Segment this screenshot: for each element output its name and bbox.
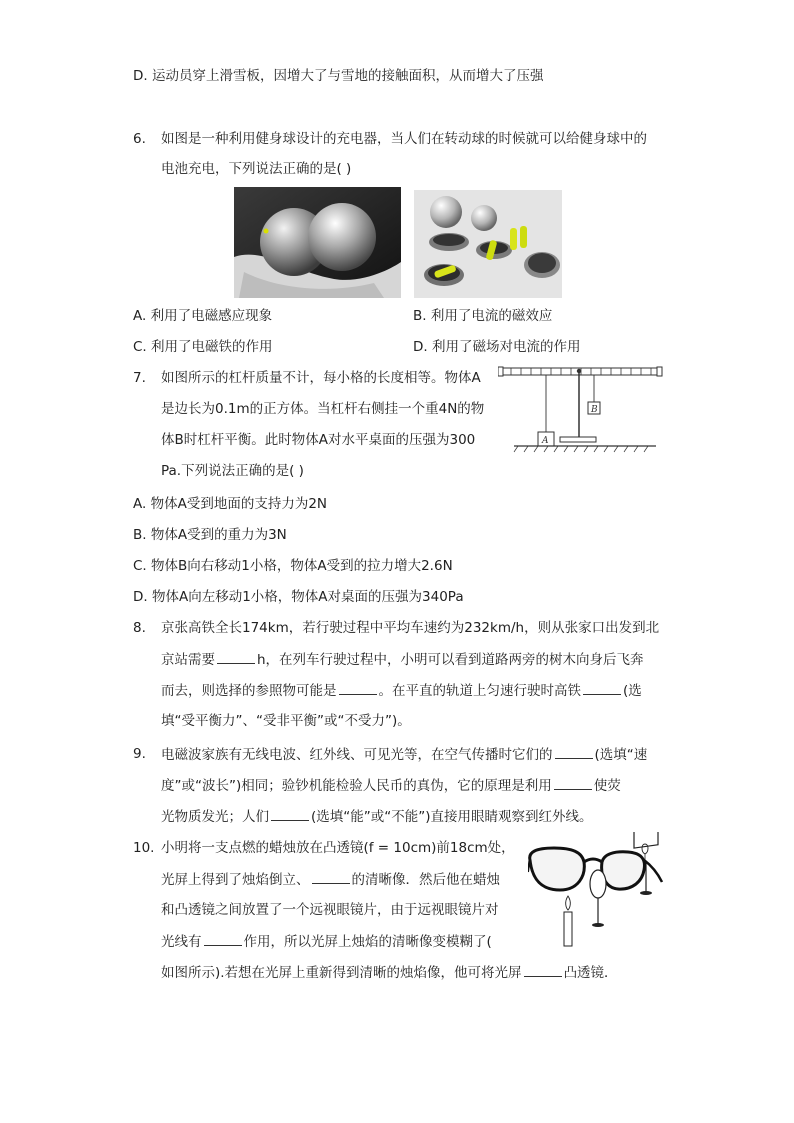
q8-line2-part-a: 京站需要	[161, 652, 215, 668]
q10-line5	[161, 962, 618, 983]
q8-line1: 京张高铁全长174km，若行驶过程中平均车速约为232km/h，则从张家口出发到北	[161, 620, 660, 636]
q8-line2-part-b: h，在列车行驶过程中，小明可以看到道路两旁的树木向身后飞奔	[257, 652, 644, 668]
q9-line2	[161, 775, 621, 796]
lever-label-a: A	[542, 436, 549, 446]
q10-line5-part-a: 如图所示).若想在光屏上重新得到清晰的烛焰像，他可将光屏	[161, 965, 522, 981]
q6-number: 6.	[133, 131, 146, 147]
q7-option-c: C. 物体B向右移动1小格，物体A受到的拉力增大2.6N	[133, 558, 453, 574]
q7-number: 7.	[133, 370, 146, 386]
q9-line1-part-a: 电磁波家族有无线电波、红外线、可见光等，在空气传播时它们的	[161, 747, 553, 763]
q10-line4	[161, 931, 492, 952]
q7-stem-line3: 体B时杠杆平衡。此时物体A对水平桌面的压强为300	[161, 432, 476, 448]
q9-blank-principle[interactable]	[554, 775, 592, 790]
q10-line5-part-b: 凸透镜．	[563, 965, 618, 981]
q9-line3	[161, 806, 593, 827]
q10-line4-part-b: 作用，所以光屏上烛焰的清晰像变模糊了(	[243, 934, 492, 950]
q10-blank-direction[interactable]	[524, 962, 562, 977]
q6-option-d: D. 利用了磁场对电流的作用	[413, 339, 581, 355]
q9-blank-observe[interactable]	[271, 806, 309, 821]
fitness-ball-parts-photo	[414, 190, 562, 298]
q10-line1: 小明将一支点燃的蜡烛放在凸透镜(f = 10cm)前18cm处，	[161, 840, 515, 856]
q7-stem-line2: 是边长为0.1m的正方体。当杠杆右侧挂一个重4N的物	[161, 401, 485, 417]
q9-line2-part-a: 度”或“波长”)相同；验钞机能检验人民币的真伪，它的原理是利用	[161, 778, 552, 794]
q10-number: 10.	[133, 840, 155, 856]
q5-option-d: D. 运动员穿上滑雪板，因增大了与雪地的接触面积，从而增大了压强	[133, 68, 544, 84]
q9-number: 9.	[133, 746, 146, 762]
q9-line1	[161, 744, 647, 765]
lever-label-b: B	[591, 405, 598, 415]
q8-line3-part-a: 而去，则选择的参照物可能是	[161, 683, 337, 699]
q7-stem-line1: 如图所示的杠杆质量不计，每小格的长度相等。物体A	[161, 370, 481, 386]
q10-line2	[161, 869, 500, 890]
q6-stem-line1: 如图是一种利用健身球设计的充电器，当人们在转动球的时候就可以给健身球中的	[161, 131, 647, 147]
q8-line4: 填“受平衡力”、“受非平衡”或“不受力”)。	[161, 713, 411, 729]
q7-option-d: D. 物体A向左移动1小格，物体A对桌面的压强为340Pa	[133, 589, 464, 605]
q10-blank-effect[interactable]	[204, 931, 242, 946]
q8-line2	[161, 649, 644, 670]
q6-option-a: A. 利用了电磁感应现象	[133, 308, 273, 324]
q10-line4-part-a: 光线有	[161, 934, 202, 950]
q8-blank-force[interactable]	[583, 680, 621, 695]
q6-option-c: C. 利用了电磁铁的作用	[133, 339, 273, 355]
q8-blank-reference[interactable]	[339, 680, 377, 695]
fitness-ball-hand-photo	[234, 187, 401, 298]
q7-stem-line4: Pa.下列说法正确的是( )	[161, 463, 304, 479]
q8-blank-time[interactable]	[217, 649, 255, 664]
q9-line3-part-a: 光物质发光；人们	[161, 809, 269, 825]
q9-blank-same[interactable]	[555, 744, 593, 759]
q10-blank-image-size[interactable]	[312, 869, 350, 884]
q7-option-a: A. 物体A受到地面的支持力为2N	[133, 496, 328, 512]
q9-line1-part-b: (选填“速	[594, 747, 648, 763]
q8-line3-part-b: 。在平直的轨道上匀速行驶时高铁	[378, 683, 581, 699]
q8-number: 8.	[133, 620, 146, 636]
q10-line3: 和凸透镜之间放置了一个远视眼镜片，由于远视眼镜片对	[161, 902, 499, 918]
q7-option-b: B. 物体A受到的重力为3N	[133, 527, 287, 543]
q9-line3-part-b: (选填“能”或“不能”)直接用眼睛观察到红外线。	[311, 809, 593, 825]
q8-line3	[161, 680, 642, 701]
q9-line2-part-b: 使荧	[593, 778, 621, 794]
lever-diagram	[498, 362, 663, 454]
q6-stem-line2: 电池充电，下列说法正确的是( )	[161, 161, 352, 177]
q8-line3-part-c: (选	[623, 683, 642, 699]
q6-option-b: B. 利用了电流的磁效应	[413, 308, 553, 324]
q10-line2-part-b: 的清晰像．然后他在蜡烛	[351, 872, 500, 888]
glasses-candle-lens-diagram	[528, 832, 666, 950]
q10-line2-part-a: 光屏上得到了烛焰倒立、	[161, 872, 310, 888]
